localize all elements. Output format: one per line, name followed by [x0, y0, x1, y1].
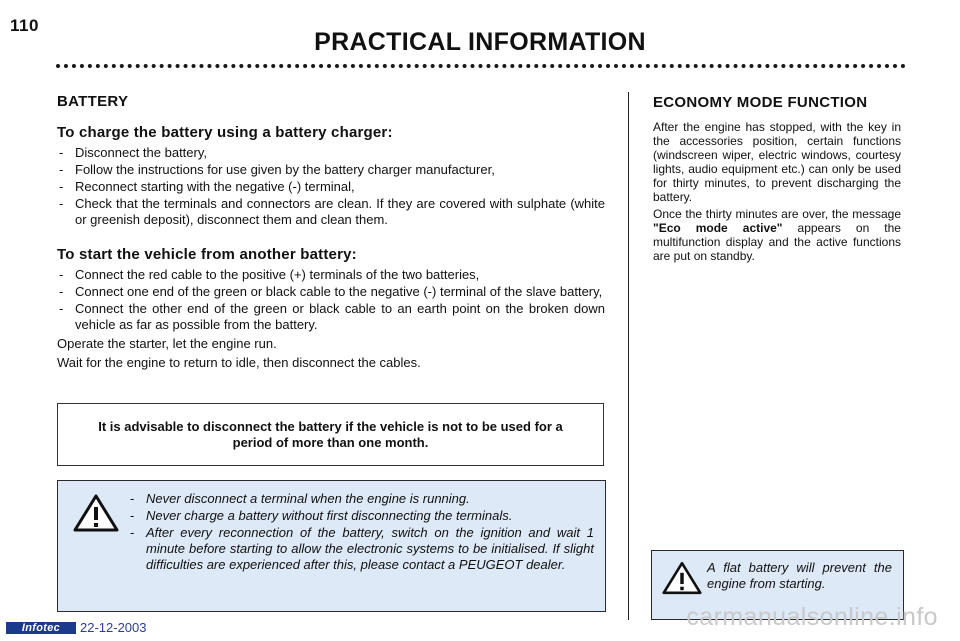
- jump-steps-list: [57, 267, 605, 333]
- column-divider: [628, 92, 629, 620]
- charger-heading: To charge the battery using a battery charger:: [57, 124, 393, 141]
- list-item: - Connect the other end of the green or black cable to an earth point on the broken down vehicle as far as possible from the battery.: [57, 301, 605, 333]
- flat-battery-text: A flat battery will prevent the engine from starting.: [707, 560, 892, 591]
- infotec-badge: Infotec: [6, 622, 76, 634]
- economy-mode-section: [653, 92, 901, 266]
- operate-starter-text: Operate the starter, let the engine run.: [57, 336, 277, 351]
- economy-text-before: Once the thirty minutes are over, the message: [653, 207, 901, 221]
- page-title: PRACTICAL INFORMATION: [314, 28, 646, 56]
- eco-mode-message: "Eco mode active": [653, 221, 783, 235]
- warning-list: [128, 491, 594, 574]
- list-item: - After every reconnection of the battery, switch on the ignition and wait 1 minute before starting to allow the electronic systems to be initialised. If slight difficulties are experienced after this, please contact a PEUGEOT dealer.: [128, 525, 594, 573]
- economy-heading: ECONOMY MODE FUNCTION: [653, 94, 868, 111]
- advice-text: It is advisable to disconnect the battery if the vehicle is not to be used for a period of more than one month.: [98, 418, 563, 450]
- list-item: - Connect one end of the green or black cable to the negative (-) terminal of the slave battery,: [57, 284, 605, 300]
- wait-idle-text: Wait for the engine to return to idle, then disconnect the cables.: [57, 355, 421, 370]
- dotted-divider: [56, 64, 906, 68]
- page-number: 110: [10, 16, 39, 35]
- warning-triangle-icon: [73, 493, 119, 538]
- advice-box: [57, 403, 604, 466]
- list-item: - Check that the terminals and connectors are clean. If they are covered with sulphate (white or greenish deposit), disconnect them and clean them.: [57, 196, 605, 228]
- list-item: - Never charge a battery without first disconnecting the terminals.: [128, 508, 594, 524]
- list-item: - Follow the instructions for use given by the battery charger manufacturer,: [57, 162, 605, 178]
- economy-paragraph-1: After the engine has stopped, with the key in the accessories position, certain functions (windscreen wiper, electric windows, courtesy lights, audio equipment etc.) can only be used for thirty minutes, to prevent discharging the battery.: [653, 120, 901, 204]
- warning-triangle-icon: [662, 560, 702, 601]
- battery-warning-box: [57, 480, 606, 612]
- battery-heading: BATTERY: [57, 93, 129, 110]
- list-item: - Never disconnect a terminal when the engine is running.: [128, 491, 594, 507]
- jump-start-heading: To start the vehicle from another battery:: [57, 246, 357, 263]
- watermark: carmanualsonline.info: [686, 603, 938, 631]
- list-item: - Reconnect starting with the negative (-) terminal,: [57, 179, 605, 195]
- economy-text-after: appears on the multifunction display and the active functions are put on standby.: [653, 221, 901, 263]
- economy-paragraph-2: [653, 207, 901, 263]
- list-item: - Disconnect the battery,: [57, 145, 605, 161]
- list-item: - Connect the red cable to the positive (+) terminals of the two batteries,: [57, 267, 605, 283]
- battery-section: [57, 92, 605, 371]
- charger-steps-list: [57, 145, 605, 228]
- footer-date: 22-12-2003: [80, 620, 147, 635]
